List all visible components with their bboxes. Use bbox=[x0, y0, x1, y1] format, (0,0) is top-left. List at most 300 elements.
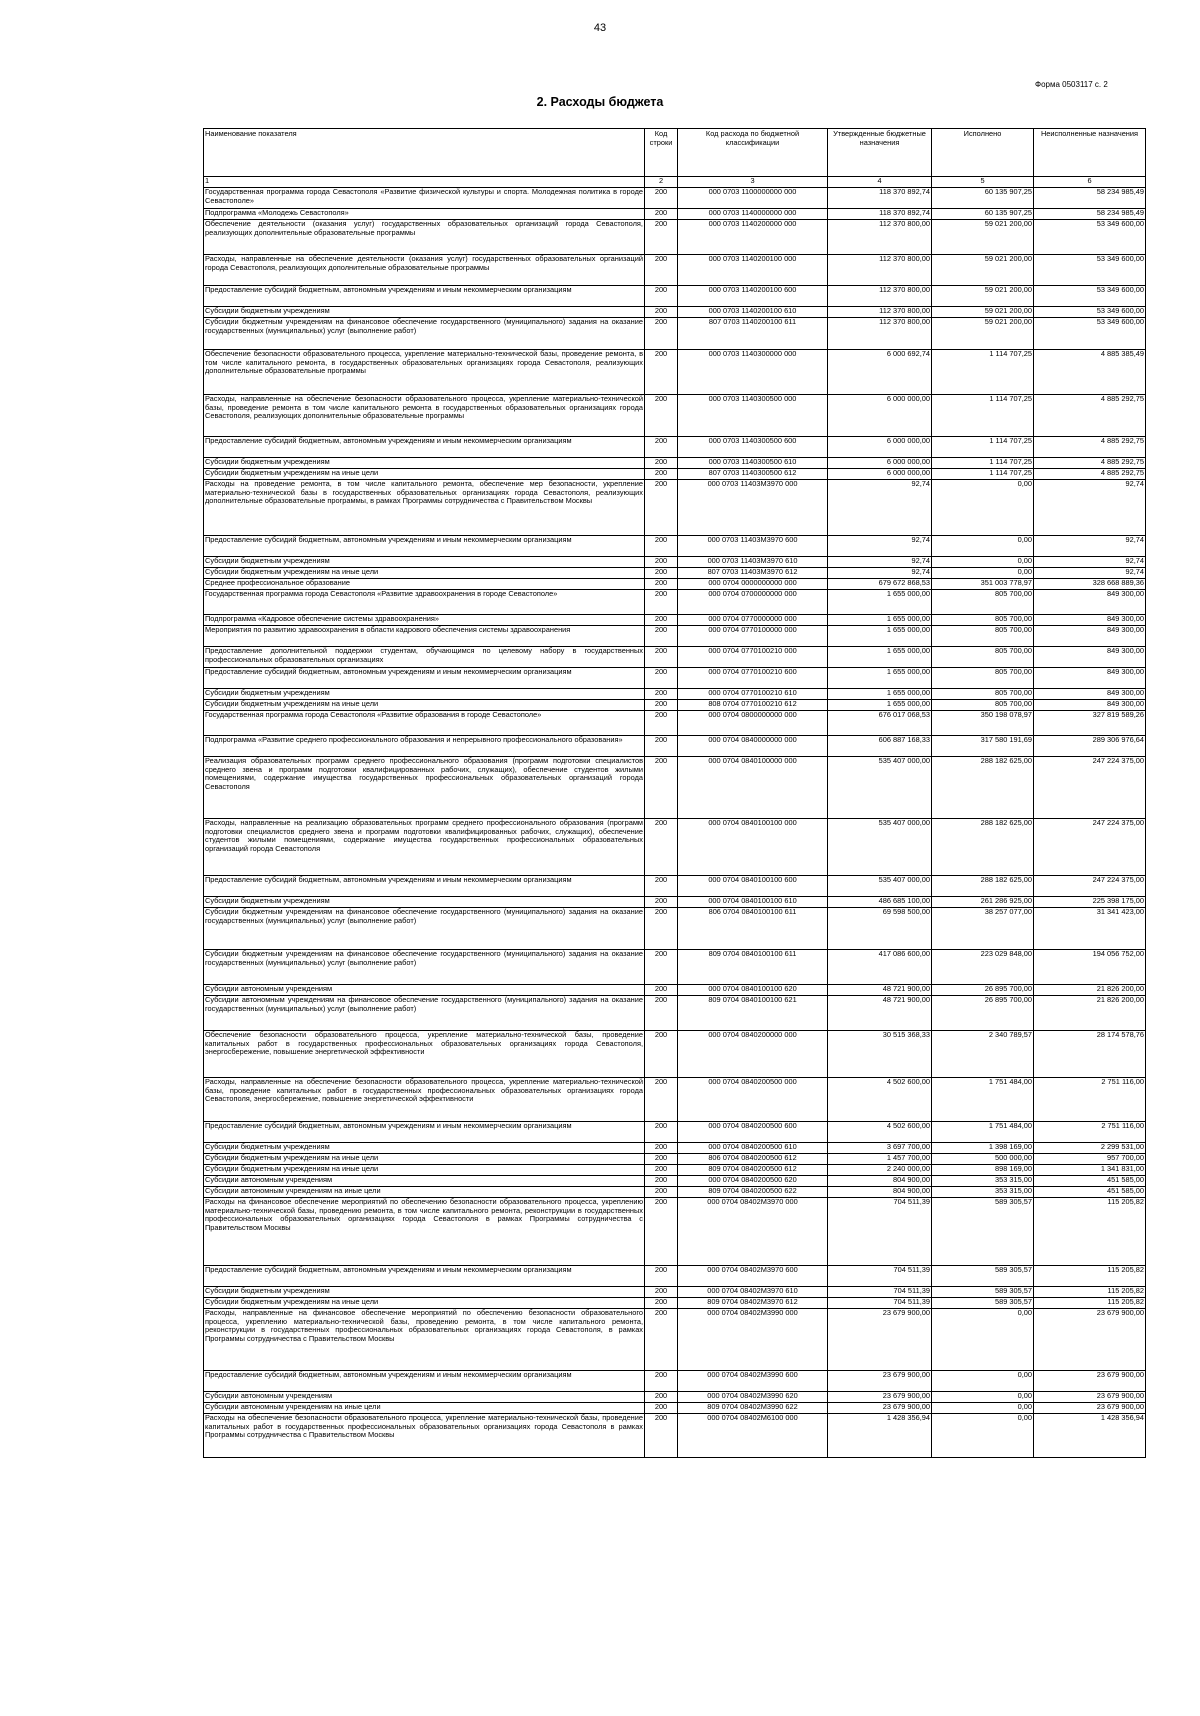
row-name: Субсидии бюджетным учреждениям bbox=[204, 689, 645, 700]
row-name: Субсидии автономным учреждениям на иные цели bbox=[204, 1403, 645, 1414]
row-budget-code: 000 0704 0840100100 610 bbox=[678, 897, 828, 908]
row-name: Подпрограмма «Развитие среднего профессионального образования и непрерывного профессионального образования» bbox=[204, 736, 645, 757]
row-budget-code: 000 0704 08402M3970 000 bbox=[678, 1198, 828, 1266]
column-header-executed: Исполнено bbox=[932, 129, 1034, 177]
row-name: Подпрограмма «Кадровое обеспечение системы здравоохранения» bbox=[204, 615, 645, 626]
row-budget-code: 000 0704 0840200000 000 bbox=[678, 1031, 828, 1078]
row-executed: 0,00 bbox=[932, 1371, 1034, 1392]
row-name: Расходы на обеспечение безопасности образовательного процесса, укрепление материально-технической базы, проведение капитальных работ в государственных профессиональных образовательных организациях города Севастополя в рамках Программы сотрудничества с Правительством Москвы bbox=[204, 1414, 645, 1458]
row-line-code: 200 bbox=[645, 1078, 678, 1122]
column-header-unexecuted: Неисполненные назначения bbox=[1034, 129, 1146, 177]
table-row bbox=[204, 985, 1146, 996]
row-name: Государственная программа города Севастополя «Развитие здравоохранения в городе Севастополе» bbox=[204, 590, 645, 615]
row-executed: 288 182 625,00 bbox=[932, 819, 1034, 876]
row-unexecuted: 115 205,82 bbox=[1034, 1266, 1146, 1287]
column-number: 5 bbox=[932, 177, 1034, 188]
table-row bbox=[204, 480, 1146, 536]
row-approved: 2 240 000,00 bbox=[828, 1165, 932, 1176]
row-line-code: 200 bbox=[645, 757, 678, 819]
row-unexecuted: 53 349 600,00 bbox=[1034, 307, 1146, 318]
row-executed: 59 021 200,00 bbox=[932, 318, 1034, 350]
row-budget-code: 000 0704 0840100100 000 bbox=[678, 819, 828, 876]
row-unexecuted: 53 349 600,00 bbox=[1034, 255, 1146, 286]
row-name: Субсидии бюджетным учреждениям на иные цели bbox=[204, 469, 645, 480]
row-line-code: 200 bbox=[645, 876, 678, 897]
row-unexecuted: 451 585,00 bbox=[1034, 1187, 1146, 1198]
row-approved: 804 900,00 bbox=[828, 1176, 932, 1187]
table-row bbox=[204, 819, 1146, 876]
row-line-code: 200 bbox=[645, 1154, 678, 1165]
row-unexecuted: 92,74 bbox=[1034, 557, 1146, 568]
row-executed: 589 305,57 bbox=[932, 1287, 1034, 1298]
row-approved: 1 655 000,00 bbox=[828, 689, 932, 700]
table-row bbox=[204, 568, 1146, 579]
row-line-code: 200 bbox=[645, 437, 678, 458]
row-budget-code: 000 0704 0000000000 000 bbox=[678, 579, 828, 590]
row-approved: 118 370 892,74 bbox=[828, 188, 932, 209]
table-row bbox=[204, 1165, 1146, 1176]
row-line-code: 200 bbox=[645, 536, 678, 557]
row-line-code: 200 bbox=[645, 480, 678, 536]
row-approved: 679 672 868,53 bbox=[828, 579, 932, 590]
row-name: Предоставление субсидий бюджетным, автономным учреждениям и иным некоммерческим организациям bbox=[204, 876, 645, 897]
row-approved: 704 511,39 bbox=[828, 1287, 932, 1298]
row-unexecuted: 28 174 578,76 bbox=[1034, 1031, 1146, 1078]
table-row bbox=[204, 1414, 1146, 1458]
row-approved: 48 721 900,00 bbox=[828, 985, 932, 996]
row-approved: 3 697 700,00 bbox=[828, 1143, 932, 1154]
table-row bbox=[204, 188, 1146, 209]
row-line-code: 200 bbox=[645, 950, 678, 985]
table-row bbox=[204, 615, 1146, 626]
row-approved: 535 407 000,00 bbox=[828, 876, 932, 897]
row-line-code: 200 bbox=[645, 188, 678, 209]
row-executed: 589 305,57 bbox=[932, 1298, 1034, 1309]
table-row bbox=[204, 876, 1146, 897]
row-executed: 0,00 bbox=[932, 1414, 1034, 1458]
row-approved: 804 900,00 bbox=[828, 1187, 932, 1198]
row-name: Расходы, направленные на обеспечение безопасности образовательного процесса, укрепление материально-технической базы, проведение ремонта в том числе капитального ремонта в государственных образовательных организациях города Севастополя, реализующих дополнительные образовательные программы bbox=[204, 395, 645, 437]
table-row bbox=[204, 689, 1146, 700]
table-row bbox=[204, 1266, 1146, 1287]
row-approved: 69 598 500,00 bbox=[828, 908, 932, 950]
row-unexecuted: 92,74 bbox=[1034, 536, 1146, 557]
column-number: 6 bbox=[1034, 177, 1146, 188]
row-unexecuted: 289 306 976,64 bbox=[1034, 736, 1146, 757]
row-executed: 805 700,00 bbox=[932, 647, 1034, 668]
row-executed: 60 135 907,25 bbox=[932, 209, 1034, 220]
row-unexecuted: 849 300,00 bbox=[1034, 615, 1146, 626]
row-budget-code: 000 0704 0840200500 620 bbox=[678, 1176, 828, 1187]
row-line-code: 200 bbox=[645, 615, 678, 626]
row-budget-code: 809 0704 0840200500 622 bbox=[678, 1187, 828, 1198]
row-unexecuted: 23 679 900,00 bbox=[1034, 1371, 1146, 1392]
column-number: 4 bbox=[828, 177, 932, 188]
row-unexecuted: 1 428 356,94 bbox=[1034, 1414, 1146, 1458]
row-name: Субсидии автономным учреждениям на финансовое обеспечение государственного (муниципального) задания на оказание государственных (муниципальных) услуг (выполнение работ) bbox=[204, 996, 645, 1031]
row-budget-code: 000 0704 0700000000 000 bbox=[678, 590, 828, 615]
row-executed: 1 398 169,00 bbox=[932, 1143, 1034, 1154]
row-line-code: 200 bbox=[645, 1165, 678, 1176]
row-approved: 92,74 bbox=[828, 557, 932, 568]
row-line-code: 200 bbox=[645, 1392, 678, 1403]
row-budget-code: 000 0703 1140200100 000 bbox=[678, 255, 828, 286]
row-approved: 6 000 000,00 bbox=[828, 469, 932, 480]
expenses-table bbox=[203, 128, 1146, 1458]
row-approved: 1 428 356,94 bbox=[828, 1414, 932, 1458]
row-line-code: 200 bbox=[645, 568, 678, 579]
row-approved: 6 000 692,74 bbox=[828, 350, 932, 395]
row-budget-code: 806 0704 0840100100 611 bbox=[678, 908, 828, 950]
row-name: Субсидии бюджетным учреждениям bbox=[204, 557, 645, 568]
row-name: Государственная программа города Севастополя «Развитие образования в городе Севастополе» bbox=[204, 711, 645, 736]
row-budget-code: 000 0704 08402M3970 600 bbox=[678, 1266, 828, 1287]
row-approved: 417 086 600,00 bbox=[828, 950, 932, 985]
row-executed: 59 021 200,00 bbox=[932, 286, 1034, 307]
table-row bbox=[204, 626, 1146, 647]
row-executed: 351 003 778,97 bbox=[932, 579, 1034, 590]
table-row bbox=[204, 255, 1146, 286]
row-unexecuted: 58 234 985,49 bbox=[1034, 209, 1146, 220]
row-executed: 0,00 bbox=[932, 536, 1034, 557]
header-row bbox=[204, 129, 1146, 177]
row-budget-code: 807 0703 11403M3970 612 bbox=[678, 568, 828, 579]
row-unexecuted: 115 205,82 bbox=[1034, 1298, 1146, 1309]
row-executed: 350 198 078,97 bbox=[932, 711, 1034, 736]
row-budget-code: 000 0703 1140200100 610 bbox=[678, 307, 828, 318]
row-unexecuted: 849 300,00 bbox=[1034, 700, 1146, 711]
row-unexecuted: 23 679 900,00 bbox=[1034, 1403, 1146, 1414]
row-budget-code: 806 0704 0840200500 612 bbox=[678, 1154, 828, 1165]
row-unexecuted: 58 234 985,49 bbox=[1034, 188, 1146, 209]
row-approved: 112 370 800,00 bbox=[828, 318, 932, 350]
column-number: 2 bbox=[645, 177, 678, 188]
row-budget-code: 000 0704 0840200500 610 bbox=[678, 1143, 828, 1154]
row-line-code: 200 bbox=[645, 1403, 678, 1414]
table-row bbox=[204, 736, 1146, 757]
table-row bbox=[204, 668, 1146, 689]
row-line-code: 200 bbox=[645, 220, 678, 255]
row-executed: 2 340 789,57 bbox=[932, 1031, 1034, 1078]
row-executed: 353 315,00 bbox=[932, 1187, 1034, 1198]
row-budget-code: 809 0704 0840200500 612 bbox=[678, 1165, 828, 1176]
form-code: Форма 0503117 с. 2 bbox=[1035, 80, 1108, 89]
row-approved: 112 370 800,00 bbox=[828, 220, 932, 255]
row-budget-code: 000 0704 0840000000 000 bbox=[678, 736, 828, 757]
row-executed: 805 700,00 bbox=[932, 668, 1034, 689]
table-row bbox=[204, 458, 1146, 469]
row-name: Обеспечение деятельности (оказания услуг) государственных образовательных организаций города Севастополя, реализующих дополнительные образовательные программы bbox=[204, 220, 645, 255]
row-budget-code: 807 0703 1140200100 611 bbox=[678, 318, 828, 350]
row-name: Субсидии бюджетным учреждениям на иные цели bbox=[204, 1298, 645, 1309]
row-budget-code: 000 0703 1140200000 000 bbox=[678, 220, 828, 255]
row-approved: 23 679 900,00 bbox=[828, 1371, 932, 1392]
row-name: Государственная программа города Севастополя «Развитие физической культуры и спорта. Молодежная политика в городе Севастополе» bbox=[204, 188, 645, 209]
row-executed: 898 169,00 bbox=[932, 1165, 1034, 1176]
row-approved: 704 511,39 bbox=[828, 1266, 932, 1287]
row-budget-code: 809 0704 08402M3990 622 bbox=[678, 1403, 828, 1414]
row-budget-code: 000 0703 11403M3970 000 bbox=[678, 480, 828, 536]
row-name: Субсидии бюджетным учреждениям на иные цели bbox=[204, 1154, 645, 1165]
row-name: Субсидии бюджетным учреждениям bbox=[204, 307, 645, 318]
table-row bbox=[204, 579, 1146, 590]
row-unexecuted: 849 300,00 bbox=[1034, 647, 1146, 668]
row-line-code: 200 bbox=[645, 1298, 678, 1309]
row-line-code: 200 bbox=[645, 1309, 678, 1371]
row-line-code: 200 bbox=[645, 209, 678, 220]
table-row bbox=[204, 757, 1146, 819]
row-approved: 30 515 368,33 bbox=[828, 1031, 932, 1078]
row-budget-code: 000 0703 11403M3970 610 bbox=[678, 557, 828, 568]
row-approved: 535 407 000,00 bbox=[828, 757, 932, 819]
row-unexecuted: 31 341 423,00 bbox=[1034, 908, 1146, 950]
table-row bbox=[204, 1392, 1146, 1403]
table-body bbox=[204, 188, 1146, 1458]
column-header-name: Наименование показателя bbox=[204, 129, 645, 177]
row-executed: 288 182 625,00 bbox=[932, 876, 1034, 897]
row-name: Подпрограмма «Молодежь Севастополя» bbox=[204, 209, 645, 220]
row-executed: 26 895 700,00 bbox=[932, 996, 1034, 1031]
row-unexecuted: 4 885 292,75 bbox=[1034, 458, 1146, 469]
row-executed: 26 895 700,00 bbox=[932, 985, 1034, 996]
row-approved: 6 000 000,00 bbox=[828, 437, 932, 458]
row-line-code: 200 bbox=[645, 1414, 678, 1458]
table-row bbox=[204, 950, 1146, 985]
row-unexecuted: 225 398 175,00 bbox=[1034, 897, 1146, 908]
row-unexecuted: 247 224 375,00 bbox=[1034, 876, 1146, 897]
row-approved: 1 655 000,00 bbox=[828, 615, 932, 626]
row-approved: 704 511,39 bbox=[828, 1198, 932, 1266]
row-unexecuted: 849 300,00 bbox=[1034, 689, 1146, 700]
row-line-code: 200 bbox=[645, 626, 678, 647]
row-unexecuted: 53 349 600,00 bbox=[1034, 318, 1146, 350]
row-budget-code: 000 0704 0770100210 610 bbox=[678, 689, 828, 700]
row-name: Расходы на проведение ремонта, в том числе капитального ремонта, обеспечение мер безопасности, укрепление материально-технической базы в государственных образовательных организациях города Севастополя, реализующих дополнительные образовательные программы, в рамках Программы сотрудничества с Правительством Москвы bbox=[204, 480, 645, 536]
table-row bbox=[204, 1298, 1146, 1309]
row-approved: 23 679 900,00 bbox=[828, 1309, 932, 1371]
row-line-code: 200 bbox=[645, 307, 678, 318]
row-budget-code: 000 0704 0840200500 600 bbox=[678, 1122, 828, 1143]
row-budget-code: 000 0703 1140200100 600 bbox=[678, 286, 828, 307]
row-budget-code: 000 0703 11403M3970 600 bbox=[678, 536, 828, 557]
table-row bbox=[204, 897, 1146, 908]
table-row bbox=[204, 318, 1146, 350]
row-name: Субсидии автономным учреждениям bbox=[204, 1392, 645, 1403]
row-executed: 288 182 625,00 bbox=[932, 757, 1034, 819]
row-approved: 112 370 800,00 bbox=[828, 286, 932, 307]
column-number: 1 bbox=[204, 177, 645, 188]
row-budget-code: 000 0704 08402M3990 600 bbox=[678, 1371, 828, 1392]
row-name: Расходы на финансовое обеспечение мероприятий по обеспечению безопасности образовательного процесса, укреплению материально-технической базы, проведению ремонта, в том числе капитального ремонта, реконструкции в государственных профессиональных образовательных организациях города Севастополя в рамках Программы сотрудничества с Правительством Москвы bbox=[204, 1198, 645, 1266]
row-executed: 0,00 bbox=[932, 557, 1034, 568]
row-executed: 0,00 bbox=[932, 1392, 1034, 1403]
row-name: Среднее профессиональное образование bbox=[204, 579, 645, 590]
row-line-code: 200 bbox=[645, 736, 678, 757]
row-name: Реализация образовательных программ среднего профессионального образования (программ подготовки специалистов среднего звена и программ подготовки квалифицированных рабочих, служащих), обеспечение студентов жилыми помещениями, содержание имущества государственных профессиональных образовательных организаций города Севастополя bbox=[204, 757, 645, 819]
row-executed: 805 700,00 bbox=[932, 689, 1034, 700]
table-row bbox=[204, 307, 1146, 318]
row-name: Предоставление субсидий бюджетным, автономным учреждениям и иным некоммерческим организациям bbox=[204, 1371, 645, 1392]
row-approved: 48 721 900,00 bbox=[828, 996, 932, 1031]
row-executed: 261 286 925,00 bbox=[932, 897, 1034, 908]
row-line-code: 200 bbox=[645, 1371, 678, 1392]
row-approved: 704 511,39 bbox=[828, 1298, 932, 1309]
row-line-code: 200 bbox=[645, 255, 678, 286]
row-line-code: 200 bbox=[645, 1031, 678, 1078]
row-budget-code: 000 0704 08402M3990 620 bbox=[678, 1392, 828, 1403]
row-line-code: 200 bbox=[645, 897, 678, 908]
row-budget-code: 000 0703 1140300500 610 bbox=[678, 458, 828, 469]
row-budget-code: 000 0704 08402M3970 610 bbox=[678, 1287, 828, 1298]
row-executed: 805 700,00 bbox=[932, 615, 1034, 626]
row-unexecuted: 328 668 889,36 bbox=[1034, 579, 1146, 590]
row-name: Расходы, направленные на обеспечение безопасности образовательного процесса, укрепление материально-технической базы, проведение капитальных работ в государственных профессиональных образовательных организациях города Севастополя, энергосбережение, повышение энергетической эффективности bbox=[204, 1078, 645, 1122]
row-budget-code: 000 0704 0770000000 000 bbox=[678, 615, 828, 626]
row-approved: 23 679 900,00 bbox=[828, 1403, 932, 1414]
row-approved: 1 655 000,00 bbox=[828, 626, 932, 647]
row-line-code: 200 bbox=[645, 996, 678, 1031]
row-budget-code: 000 0703 1140300500 000 bbox=[678, 395, 828, 437]
row-line-code: 200 bbox=[645, 711, 678, 736]
row-approved: 1 655 000,00 bbox=[828, 647, 932, 668]
row-approved: 4 502 600,00 bbox=[828, 1078, 932, 1122]
row-budget-code: 000 0704 0770100000 000 bbox=[678, 626, 828, 647]
row-executed: 0,00 bbox=[932, 1403, 1034, 1414]
table-row bbox=[204, 350, 1146, 395]
row-budget-code: 000 0704 08402M6100 000 bbox=[678, 1414, 828, 1458]
page-number: 43 bbox=[593, 22, 607, 34]
table-row bbox=[204, 1176, 1146, 1187]
row-budget-code: 000 0704 0770100210 000 bbox=[678, 647, 828, 668]
row-budget-code: 000 0703 1140300500 600 bbox=[678, 437, 828, 458]
row-unexecuted: 247 224 375,00 bbox=[1034, 819, 1146, 876]
row-unexecuted: 849 300,00 bbox=[1034, 626, 1146, 647]
row-name: Расходы, направленные на финансовое обеспечение мероприятий по обеспечению безопасности образовательного процесса, укреплению материально-технической базы, проведению ремонта, в том числе капитального ремонта, реконструкции в государственных профессиональных образовательных организациях города Севастополя, в рамках Программы сотрудничества с Правительством Москвы bbox=[204, 1309, 645, 1371]
table-row bbox=[204, 590, 1146, 615]
row-budget-code: 000 0704 0840100100 620 bbox=[678, 985, 828, 996]
row-unexecuted: 4 885 292,75 bbox=[1034, 437, 1146, 458]
row-name: Субсидии автономным учреждениям на иные цели bbox=[204, 1187, 645, 1198]
row-unexecuted: 849 300,00 bbox=[1034, 590, 1146, 615]
table-row bbox=[204, 1403, 1146, 1414]
row-approved: 112 370 800,00 bbox=[828, 255, 932, 286]
row-line-code: 200 bbox=[645, 700, 678, 711]
row-name: Субсидии бюджетным учреждениям bbox=[204, 1143, 645, 1154]
row-approved: 486 685 100,00 bbox=[828, 897, 932, 908]
row-line-code: 200 bbox=[645, 318, 678, 350]
row-executed: 1 751 484,00 bbox=[932, 1078, 1034, 1122]
row-unexecuted: 21 826 200,00 bbox=[1034, 985, 1146, 996]
row-line-code: 200 bbox=[645, 908, 678, 950]
row-budget-code: 809 0704 08402M3970 612 bbox=[678, 1298, 828, 1309]
row-executed: 0,00 bbox=[932, 480, 1034, 536]
row-executed: 589 305,57 bbox=[932, 1198, 1034, 1266]
row-budget-code: 000 0703 1140300000 000 bbox=[678, 350, 828, 395]
row-executed: 59 021 200,00 bbox=[932, 307, 1034, 318]
table-row bbox=[204, 1078, 1146, 1122]
row-line-code: 200 bbox=[645, 668, 678, 689]
row-name: Субсидии автономным учреждениям bbox=[204, 985, 645, 996]
table-row bbox=[204, 647, 1146, 668]
row-name: Субсидии бюджетным учреждениям на финансовое обеспечение государственного (муниципального) задания на оказание государственных (муниципальных) услуг (выполнение работ) bbox=[204, 950, 645, 985]
row-line-code: 200 bbox=[645, 1122, 678, 1143]
row-executed: 1 114 707,25 bbox=[932, 350, 1034, 395]
row-line-code: 200 bbox=[645, 1187, 678, 1198]
row-unexecuted: 23 679 900,00 bbox=[1034, 1392, 1146, 1403]
row-name: Предоставление дополнительной поддержки студентам, обучающимся по целевому набору в государственных профессиональных образовательных организациях bbox=[204, 647, 645, 668]
row-budget-code: 000 0704 0840100100 600 bbox=[678, 876, 828, 897]
row-unexecuted: 194 056 752,00 bbox=[1034, 950, 1146, 985]
row-budget-code: 000 0704 0770100210 600 bbox=[678, 668, 828, 689]
row-unexecuted: 4 885 292,75 bbox=[1034, 469, 1146, 480]
row-line-code: 200 bbox=[645, 647, 678, 668]
row-name: Субсидии бюджетным учреждениям на иные цели bbox=[204, 1165, 645, 1176]
row-budget-code: 000 0703 1100000000 000 bbox=[678, 188, 828, 209]
row-line-code: 200 bbox=[645, 350, 678, 395]
row-unexecuted: 53 349 600,00 bbox=[1034, 220, 1146, 255]
row-name: Мероприятия по развитию здравоохранения в области кадрового обеспечения системы здравоохранения bbox=[204, 626, 645, 647]
row-approved: 4 502 600,00 bbox=[828, 1122, 932, 1143]
row-name: Предоставление субсидий бюджетным, автономным учреждениям и иным некоммерческим организациям bbox=[204, 286, 645, 307]
row-unexecuted: 53 349 600,00 bbox=[1034, 286, 1146, 307]
row-approved: 23 679 900,00 bbox=[828, 1392, 932, 1403]
document-title: 2. Расходы бюджета bbox=[536, 95, 664, 109]
row-line-code: 200 bbox=[645, 1143, 678, 1154]
row-budget-code: 000 0704 0840200500 000 bbox=[678, 1078, 828, 1122]
row-approved: 1 655 000,00 bbox=[828, 590, 932, 615]
row-unexecuted: 327 819 589,26 bbox=[1034, 711, 1146, 736]
row-approved: 676 017 068,53 bbox=[828, 711, 932, 736]
row-approved: 535 407 000,00 bbox=[828, 819, 932, 876]
row-executed: 805 700,00 bbox=[932, 700, 1034, 711]
row-line-code: 200 bbox=[645, 1198, 678, 1266]
row-approved: 6 000 000,00 bbox=[828, 458, 932, 469]
row-line-code: 200 bbox=[645, 1287, 678, 1298]
row-approved: 606 887 168,33 bbox=[828, 736, 932, 757]
row-budget-code: 000 0704 0840100000 000 bbox=[678, 757, 828, 819]
row-budget-code: 808 0704 0770100210 612 bbox=[678, 700, 828, 711]
row-executed: 805 700,00 bbox=[932, 590, 1034, 615]
row-name: Субсидии бюджетным учреждениям bbox=[204, 458, 645, 469]
row-unexecuted: 21 826 200,00 bbox=[1034, 996, 1146, 1031]
row-budget-code: 000 0703 1140000000 000 bbox=[678, 209, 828, 220]
table-row bbox=[204, 220, 1146, 255]
row-executed: 589 305,57 bbox=[932, 1266, 1034, 1287]
table-row bbox=[204, 1143, 1146, 1154]
row-unexecuted: 2 299 531,00 bbox=[1034, 1143, 1146, 1154]
row-line-code: 200 bbox=[645, 458, 678, 469]
row-name: Субсидии бюджетным учреждениям на финансовое обеспечение государственного (муниципального) задания на оказание государственных (муниципальных) услуг (выполнение работ) bbox=[204, 908, 645, 950]
row-approved: 6 000 000,00 bbox=[828, 395, 932, 437]
row-approved: 92,74 bbox=[828, 536, 932, 557]
row-budget-code: 809 0704 0840100100 611 bbox=[678, 950, 828, 985]
row-unexecuted: 23 679 900,00 bbox=[1034, 1309, 1146, 1371]
column-header-approved: Утвержденные бюджетные назначения bbox=[828, 129, 932, 177]
row-unexecuted: 2 751 116,00 bbox=[1034, 1078, 1146, 1122]
table-row bbox=[204, 1287, 1146, 1298]
row-line-code: 200 bbox=[645, 689, 678, 700]
row-line-code: 200 bbox=[645, 819, 678, 876]
row-approved: 92,74 bbox=[828, 568, 932, 579]
row-name: Обеспечение безопасности образовательного процесса, укрепление материально-технической базы, проведение ремонта, в том числе капитального ремонта, в государственных образовательных организациях города Севастополя, реализующих дополнительные образовательные программы bbox=[204, 350, 645, 395]
row-unexecuted: 957 700,00 bbox=[1034, 1154, 1146, 1165]
row-name: Предоставление субсидий бюджетным, автономным учреждениям и иным некоммерческим организациям bbox=[204, 536, 645, 557]
row-approved: 1 655 000,00 bbox=[828, 668, 932, 689]
row-executed: 38 257 077,00 bbox=[932, 908, 1034, 950]
row-name: Субсидии бюджетным учреждениям на иные цели bbox=[204, 700, 645, 711]
row-unexecuted: 4 885 292,75 bbox=[1034, 395, 1146, 437]
row-executed: 1 114 707,25 bbox=[932, 458, 1034, 469]
